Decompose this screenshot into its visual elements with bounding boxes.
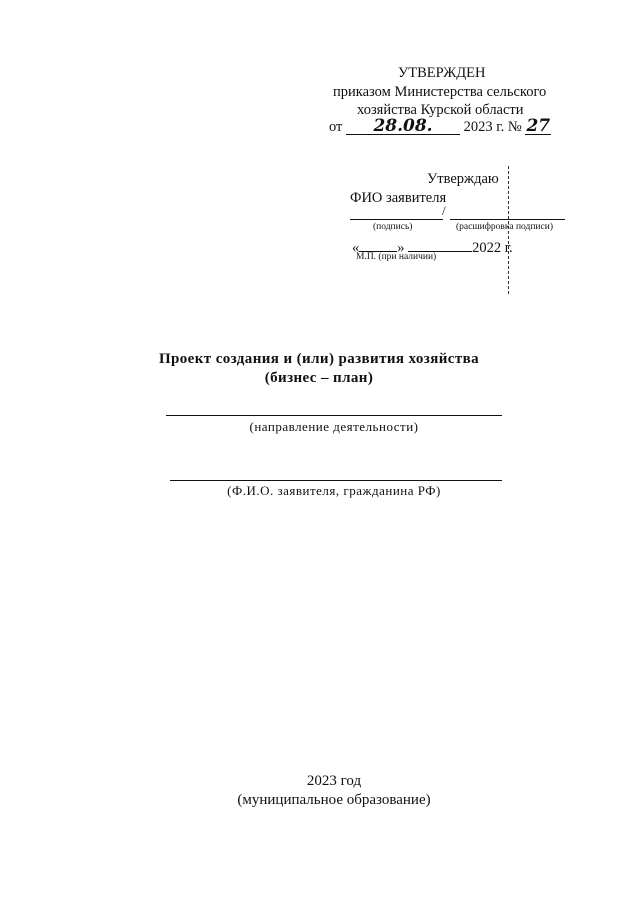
- signature-slash: /: [442, 203, 446, 218]
- scan-fold-line: [508, 166, 509, 294]
- signature-caption: (подпись): [373, 222, 413, 232]
- fio-label: ФИО заявителя: [350, 190, 447, 206]
- date-year: 2022: [472, 240, 502, 256]
- stamp-note: М.П. (при наличии): [356, 252, 437, 262]
- project-title-line-2: (бизнес – план): [264, 370, 374, 386]
- approval-year-number: 2023 г. №: [463, 119, 522, 135]
- signature-line: [350, 219, 443, 220]
- direction-caption: (направление деятельности): [249, 419, 419, 434]
- month-field: [408, 234, 472, 252]
- approval-line-2: хозяйства Курской области: [357, 102, 524, 118]
- from-prefix: от: [329, 119, 343, 135]
- approval-number-field: [525, 117, 551, 135]
- approval-date-line: [329, 117, 551, 137]
- approval-heading: УТВЕРЖДЕН: [398, 65, 486, 81]
- approve-text: Утверждаю: [427, 171, 499, 187]
- footer-municipality: (муниципальное образование): [237, 792, 431, 808]
- approval-number-handwritten: 27: [526, 116, 551, 136]
- approval-date-handwritten: 28.08.: [373, 116, 433, 136]
- approval-date-field: [346, 117, 460, 135]
- approval-line-1: приказом Министерства сельского: [333, 84, 547, 100]
- project-title-line-1: Проект создания и (или) развития хозяйства: [158, 351, 480, 367]
- date-year-suffix: г.: [504, 240, 513, 256]
- day-field: [359, 234, 397, 252]
- applicant-line: [170, 480, 502, 481]
- direction-line: [166, 415, 502, 416]
- quote-open: «: [352, 240, 360, 256]
- quote-close: »: [397, 240, 405, 256]
- footer-year: 2023 год: [306, 773, 362, 789]
- applicant-caption: (Ф.И.О. заявителя, гражданина РФ): [227, 483, 441, 498]
- decoding-caption: (расшифровка подписи): [456, 222, 553, 232]
